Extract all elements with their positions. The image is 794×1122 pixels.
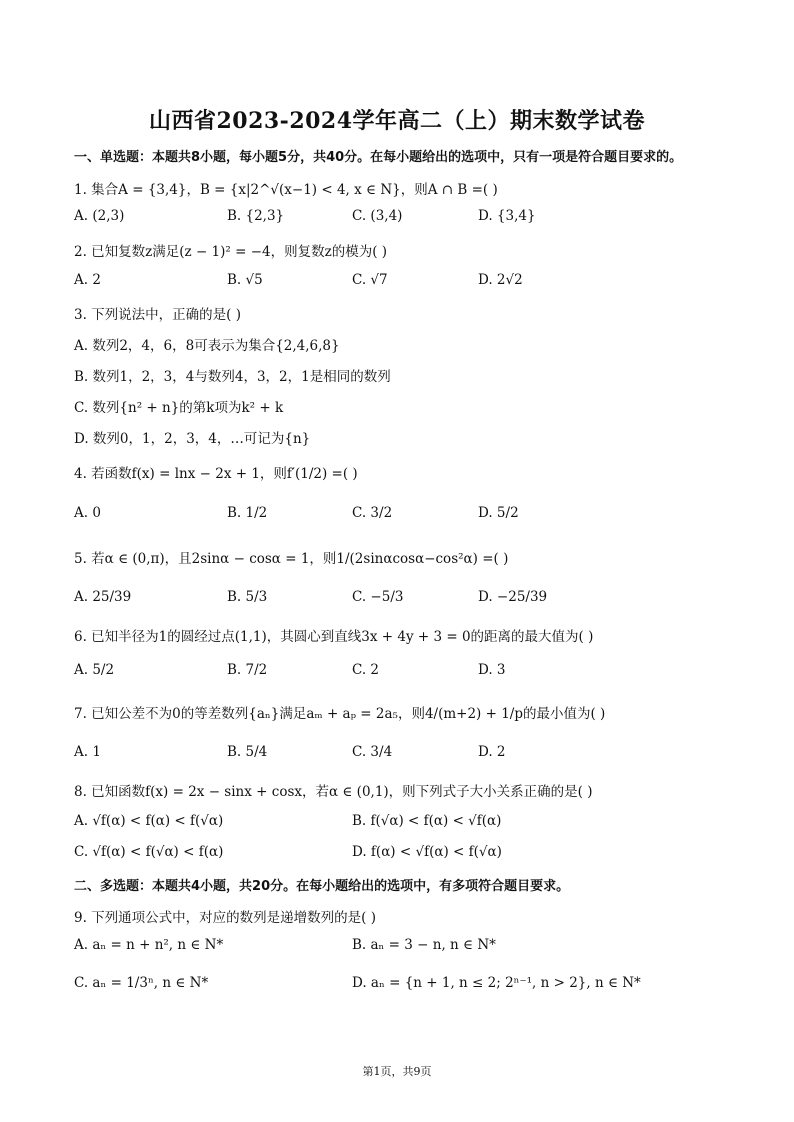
question-5-option-a: A. 25/39 [74,589,132,605]
page-title: 山西省2023-2024学年高二（上）期末数学试卷 [148,108,646,134]
question-4-option-d: D. 5/2 [478,505,519,521]
question-1-option-b: B. {2,3} [227,208,285,224]
question-7-option-b: B. 5/4 [227,744,268,760]
question-3-option-b: B. 数列1，2，3，4与数列4，3，2，1是相同的数列 [74,369,391,385]
question-1-option-c: C. (3,4) [352,208,403,224]
question-1-option-a: A. (2,3) [74,208,125,224]
question-5-option-c: C. −5/3 [352,589,404,605]
question-2-option-a: A. 2 [74,272,101,288]
question-2-option-b: B. √5 [227,272,263,288]
question-8-option-c: C. √f(α) < f(√α) < f(α) [74,844,224,860]
question-8-stem: 8. 已知函数f(x) = 2x − sinx + cosx，若α ∈ (0,1)，则下列式子大小关系正确的是( ) [74,784,593,800]
question-3-option-d: D. 数列0，1，2，3，4，…可记为{n} [74,431,311,447]
question-4-option-c: C. 3/2 [352,505,393,521]
question-9-stem: 9. 下列通项公式中，对应的数列是递增数列的是( ) [74,910,376,926]
question-2-stem: 2. 已知复数z满足(z − 1)² = −4，则复数z的模为( ) [74,244,388,260]
question-2-option-c: C. √7 [352,272,388,288]
question-9-option-d: D. aₙ = {n + 1, n ≤ 2; 2ⁿ⁻¹, n > 2}, n ∈ N* [352,975,641,991]
question-1-option-d: D. {3,4} [478,208,536,224]
question-7-option-a: A. 1 [74,744,101,760]
question-4-stem: 4. 若函数f(x) = lnx − 2x + 1，则f′(1/2) =( ) [74,466,358,482]
question-7-stem: 7. 已知公差不为0的等差数列{aₙ}满足aₘ + aₚ = 2a₅，则4/(m+2) + 1/p的最小值为( ) [74,706,606,722]
question-4-option-b: B. 1/2 [227,505,268,521]
question-3-option-c: C. 数列{n² + n}的第k项为k² + k [74,400,284,416]
question-5-option-d: D. −25/39 [478,589,548,605]
question-8-option-a: A. √f(α) < f(α) < f(√α) [74,813,224,829]
question-7-option-d: D. 2 [478,744,506,760]
question-9-option-b: B. aₙ = 3 − n, n ∈ N* [352,937,496,953]
question-9-option-c: C. aₙ = 1/3ⁿ, n ∈ N* [74,975,209,991]
section-multiple-choice-header: 二、多选题：本题共4小题，共20分。在每小题给出的选项中，有多项符合题目要求。 [74,879,570,894]
question-1-stem: 1. 集合A = {3,4}，B = {x|2^√(x−1) < 4, x ∈ N}，则A ∩ B =( ) [74,182,498,198]
question-8-option-d: D. f(α) < √f(α) < f(√α) [352,844,502,860]
question-6-option-d: D. 3 [478,662,506,678]
question-8-option-b: B. f(√α) < f(α) < √f(α) [352,813,502,829]
question-5-option-b: B. 5/3 [227,589,268,605]
question-5-stem: 5. 若α ∈ (0,π)，且2sinα − cosα = 1，则1/(2sinαcosα−cos²α) =( ) [74,551,509,567]
question-7-option-c: C. 3/4 [352,744,393,760]
question-4-option-a: A. 0 [74,505,101,521]
question-6-stem: 6. 已知半径为1的圆经过点(1,1)，其圆心到直线3x + 4y + 3 = 0的距离的最大值为( ) [74,629,594,645]
question-9-option-a: A. aₙ = n + n², n ∈ N* [74,937,224,953]
page-footer: 第1页，共9页 [362,1065,432,1078]
question-6-option-c: C. 2 [352,662,380,678]
question-6-option-a: A. 5/2 [74,662,115,678]
question-6-option-b: B. 7/2 [227,662,268,678]
question-3-stem: 3. 下列说法中，正确的是( ) [74,307,241,323]
section-single-choice-header: 一、单选题：本题共8小题，每小题5分，共40分。在每小题给出的选项中，只有一项是符合题目要求的。 [74,150,683,165]
question-3-option-a: A. 数列2，4，6，8可表示为集合{2,4,6,8} [74,338,340,354]
question-2-option-d: D. 2√2 [478,272,523,288]
